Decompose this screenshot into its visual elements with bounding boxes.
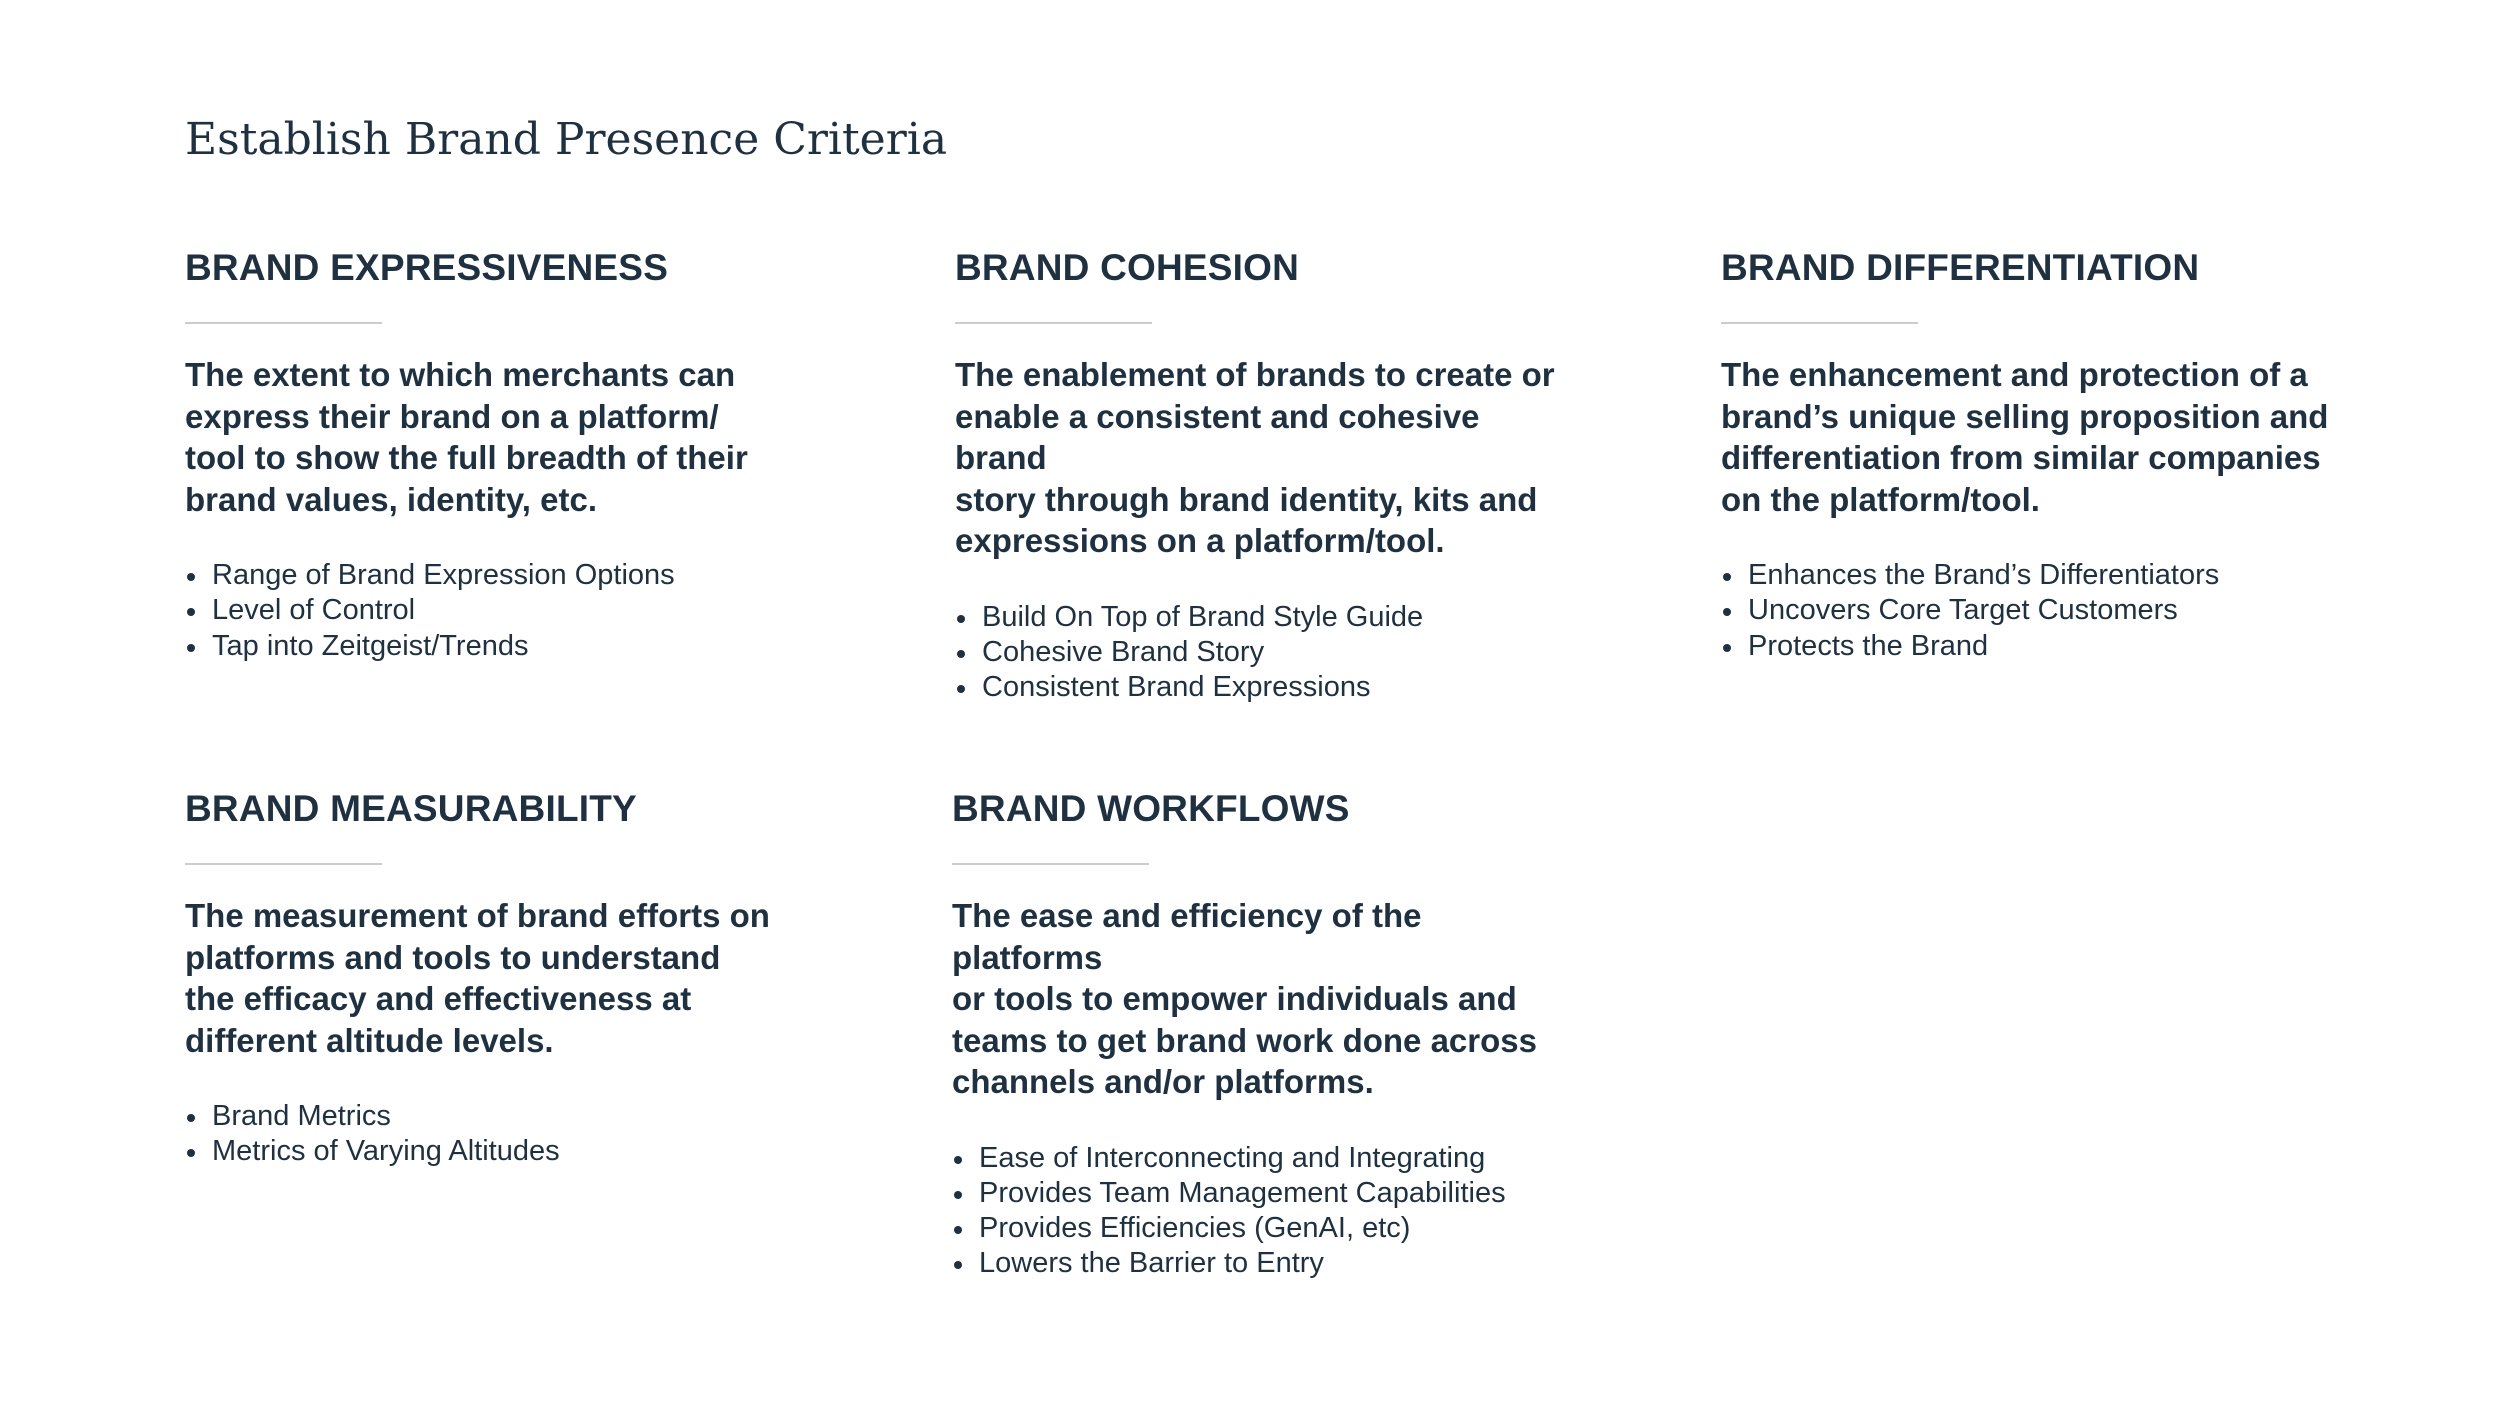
heading-divider [952, 863, 1149, 865]
criteria-list-item: Range of Brand Expression Options [185, 558, 805, 593]
criteria-list-item: Level of Control [185, 593, 805, 628]
card-description [185, 354, 805, 520]
heading-divider [185, 322, 382, 324]
criteria-list-item: Cohesive Brand Story [955, 635, 1575, 670]
card-brand-cohesion [955, 243, 1575, 705]
card-brand-differentiation [1721, 243, 2341, 664]
description-line: tool to show the full breadth of their [185, 439, 748, 476]
description-line: expressions on a platform/tool. [955, 522, 1445, 559]
card-brand-measurability [185, 784, 805, 1170]
criteria-list-item: Consistent Brand Expressions [955, 670, 1575, 705]
criteria-list [1721, 558, 2341, 664]
criteria-list [185, 558, 805, 664]
criteria-list-item: Ease of Interconnecting and Integrating [952, 1141, 1572, 1176]
description-line: the efficacy and effectiveness at [185, 980, 692, 1017]
card-description [1721, 354, 2341, 520]
description-line: different altitude levels. [185, 1021, 554, 1059]
description-line: story through brand identity, kits and [955, 480, 1538, 518]
description-line: channels and/or platforms. [952, 1063, 1374, 1100]
description-line: brand’s unique selling proposition and [1721, 397, 2329, 435]
description-line: on the platform/tool. [1721, 480, 2040, 518]
description-line: The extent to which merchants can [185, 356, 736, 393]
card-description [952, 895, 1572, 1103]
criteria-list-item: Build On Top of Brand Style Guide [955, 600, 1575, 635]
criteria-list-item: Metrics of Varying Altitudes [185, 1134, 805, 1169]
criteria-list [185, 1099, 805, 1170]
card-heading: BRAND WORKFLOWS [952, 788, 1350, 829]
criteria-list-item: Tap into Zeitgeist/Trends [185, 629, 805, 664]
criteria-list-item: Uncovers Core Target Customers [1721, 593, 2341, 628]
card-heading: BRAND COHESION [955, 247, 1300, 288]
heading-divider [185, 863, 382, 865]
criteria-list [952, 1141, 1572, 1282]
card-heading: BRAND MEASURABILITY [185, 788, 637, 829]
page-title: Establish Brand Presence Criteria [185, 114, 948, 165]
criteria-list-item: Protects the Brand [1721, 629, 2341, 664]
description-line: platforms and tools to understand [185, 938, 721, 976]
criteria-list-item: Provides Efficiencies (GenAI, etc) [952, 1211, 1572, 1246]
description-line: enable a consistent and cohesive brand [955, 397, 1480, 476]
card-heading: BRAND EXPRESSIVENESS [185, 247, 669, 288]
criteria-list-item: Enhances the Brand’s Differentiators [1721, 558, 2341, 593]
description-line: The enablement of brands to create or [955, 356, 1555, 393]
card-brand-workflows [952, 784, 1572, 1282]
heading-divider [1721, 322, 1918, 324]
description-line: The ease and efficiency of the platforms [952, 897, 1422, 976]
heading-divider [955, 322, 1152, 324]
description-line: express their brand on a platform/ [185, 397, 719, 435]
criteria-list-item: Brand Metrics [185, 1099, 805, 1134]
criteria-list [955, 600, 1575, 706]
description-line: brand values, identity, etc. [185, 480, 598, 518]
description-line: or tools to empower individuals and [952, 980, 1517, 1017]
description-line: teams to get brand work done across [952, 1021, 1537, 1059]
description-line: The enhancement and protection of a [1721, 356, 2308, 393]
card-brand-expressiveness [185, 243, 805, 664]
card-description [955, 354, 1575, 562]
description-line: The measurement of brand efforts on [185, 897, 770, 934]
criteria-list-item: Provides Team Management Capabilities [952, 1176, 1572, 1211]
description-line: differentiation from similar companies [1721, 439, 2321, 476]
criteria-list-item: Lowers the Barrier to Entry [952, 1246, 1572, 1281]
card-description [185, 895, 805, 1061]
card-heading: BRAND DIFFERENTIATION [1721, 247, 2200, 288]
